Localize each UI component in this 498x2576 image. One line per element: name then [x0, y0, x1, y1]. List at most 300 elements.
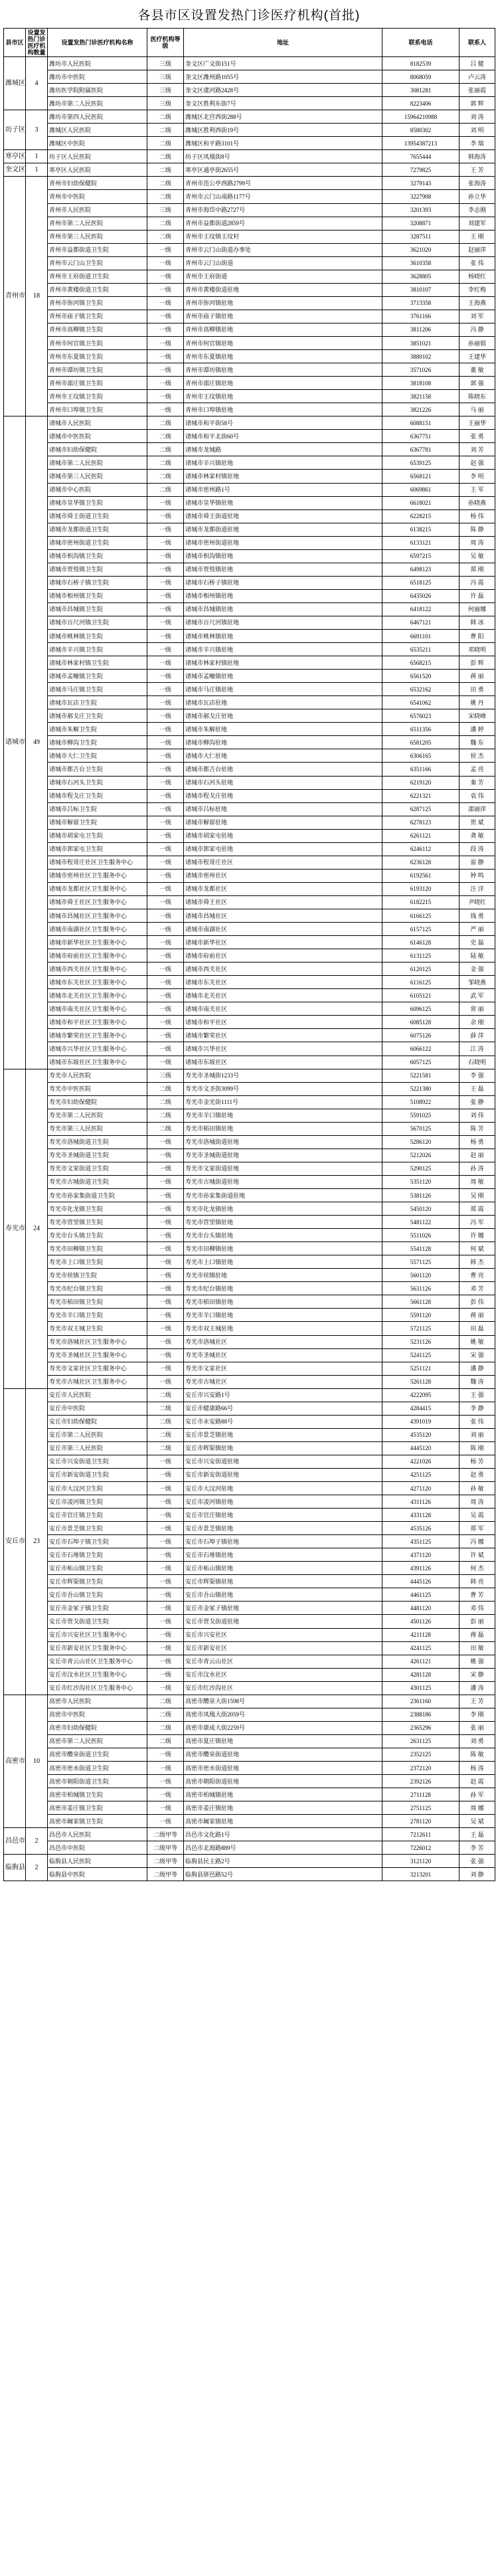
- phone-cell: 6287125: [382, 802, 459, 816]
- level-cell: 一级: [147, 1282, 184, 1295]
- phone-cell: 6691101: [382, 630, 459, 643]
- table-row: [4, 310, 495, 323]
- level-cell: 一级: [147, 283, 184, 296]
- address-cell: 安丘市新安社区: [184, 1641, 382, 1655]
- table-row: [4, 1322, 495, 1335]
- contact-cell: 姚 敏: [459, 1335, 495, 1348]
- address-cell: 诸城市昌城镇驻地: [184, 602, 382, 616]
- contact-cell: 刘 静: [459, 1868, 495, 1881]
- contact-cell: 李 明: [459, 470, 495, 483]
- level-cell: 一级: [147, 1522, 184, 1535]
- table-row: [4, 963, 495, 976]
- level-cell: 一级: [147, 683, 184, 696]
- table-row: [4, 1535, 495, 1548]
- contact-cell: 刘 军: [459, 310, 495, 323]
- address-cell: 诸城市林家村镇驻地: [184, 656, 382, 670]
- address-cell: 诸城市胡家屯驻地: [184, 829, 382, 842]
- phone-cell: 6228215: [382, 509, 459, 523]
- hospital-name-cell: 安丘市金冢子镇卫生院: [48, 1602, 147, 1615]
- table-row: [4, 1016, 495, 1029]
- phone-cell: 6075126: [382, 1029, 459, 1042]
- phone-cell: 3811206: [382, 323, 459, 336]
- address-cell: 安丘市景芝镇驻地: [184, 1522, 382, 1535]
- hospital-name-cell: 青州市高柳镇卫生院: [48, 323, 147, 336]
- level-cell: 一级: [147, 949, 184, 963]
- phone-cell: 3821226: [382, 403, 459, 416]
- address-cell: 安丘市石堆镇驻地: [184, 1548, 382, 1562]
- hospital-name-cell: 诸城市枳沟镇卫生院: [48, 549, 147, 563]
- contact-cell: 李红梅: [459, 283, 495, 296]
- level-cell: 二级甲等: [147, 1855, 184, 1868]
- address-cell: 寒亭区通亭街2655号: [184, 163, 382, 177]
- address-cell: 寿光市圣城街道驻地: [184, 1149, 382, 1162]
- contact-cell: 石晓明: [459, 1056, 495, 1069]
- address-cell: 诸城市柳沟驻地: [184, 736, 382, 749]
- level-cell: 一级: [147, 749, 184, 763]
- level-cell: 二级: [147, 430, 184, 443]
- hospital-name-cell: 诸城市郝戈庄卫生院: [48, 709, 147, 723]
- header-count: 设置发热门诊医疗机构数量: [26, 29, 48, 57]
- contact-cell: 邵丽萍: [459, 802, 495, 816]
- level-cell: 二级: [147, 483, 184, 496]
- hospital-name-cell: 寿光市圣城街道卫生院: [48, 1149, 147, 1162]
- phone-cell: 2361160: [382, 1695, 459, 1708]
- count-cell: 2: [26, 1828, 48, 1855]
- level-cell: 二级: [147, 416, 184, 430]
- phone-cell: 6085128: [382, 1016, 459, 1029]
- contact-cell: 宋 静: [459, 1668, 495, 1681]
- phone-cell: 4461125: [382, 1588, 459, 1602]
- table-row: [4, 1801, 495, 1815]
- table-row: [4, 509, 495, 523]
- level-cell: 一级: [147, 350, 184, 363]
- address-cell: 诸城市石桥子镇驻地: [184, 576, 382, 589]
- contact-cell: 周 涛: [459, 1495, 495, 1509]
- hospital-name-cell: 诸城市西关社区卫生服务中心: [48, 963, 147, 976]
- address-cell: 寿光市古城街道驻地: [184, 1175, 382, 1188]
- address-cell: 安丘市贾戈街道驻地: [184, 1615, 382, 1628]
- table-row: [4, 1748, 495, 1761]
- table-row: [4, 1855, 495, 1868]
- page-title: 各县市区设置发热门诊医疗机构(首批): [137, 8, 361, 23]
- contact-cell: 彭 丽: [459, 1615, 495, 1628]
- address-cell: 诸城市程戈庄驻地: [184, 789, 382, 802]
- address-cell: 寿光市文圣街3099号: [184, 1082, 382, 1095]
- hospital-name-cell: 安丘市石堆镇卫生院: [48, 1548, 147, 1562]
- county-cell: 安丘市: [4, 1388, 26, 1695]
- contact-cell: 韩海涛: [459, 150, 495, 163]
- level-cell: 一级: [147, 1029, 184, 1042]
- hospital-name-cell: 安丘市妇幼保健院: [48, 1415, 147, 1428]
- level-cell: 一级: [147, 963, 184, 976]
- level-cell: 二级: [147, 1441, 184, 1455]
- address-cell: 诸城市繁荣社区: [184, 1029, 382, 1042]
- hospital-name-cell: 寿光市古城社区卫生服务中心: [48, 1375, 147, 1388]
- phone-cell: 4351125: [382, 1535, 459, 1548]
- hospital-name-cell: 昌邑市中医院: [48, 1841, 147, 1855]
- phone-cell: 3121120: [382, 1855, 459, 1868]
- table-row: [4, 1056, 495, 1069]
- level-cell: 一级: [147, 816, 184, 829]
- address-cell: 诸城市东坡社区: [184, 1056, 382, 1069]
- contact-cell: 赵 丽: [459, 1149, 495, 1162]
- level-cell: 二级: [147, 1695, 184, 1708]
- hospital-name-cell: 安丘市辉渠镇卫生院: [48, 1575, 147, 1588]
- address-cell: 安丘市柘山镇驻地: [184, 1562, 382, 1575]
- contact-cell: 王建华: [459, 350, 495, 363]
- county-cell: 青州市: [4, 177, 26, 416]
- hospital-name-cell: 安丘市第二人民医院: [48, 1428, 147, 1441]
- table-row: [4, 217, 495, 230]
- level-cell: 二级甲等: [147, 1868, 184, 1881]
- phone-cell: 6088151: [382, 416, 459, 430]
- contact-cell: 张丽霞: [459, 84, 495, 97]
- count-cell: 10: [26, 1695, 48, 1827]
- table-row: [4, 256, 495, 270]
- hospital-name-cell: 诸城市解留卫生院: [48, 816, 147, 829]
- address-cell: 安丘市永安路88号: [184, 1415, 382, 1428]
- table-row: [4, 1695, 495, 1708]
- table-row: [4, 1775, 495, 1788]
- level-cell: 一级: [147, 1681, 184, 1695]
- contact-cell: 何丽娜: [459, 602, 495, 616]
- level-cell: 一级: [147, 310, 184, 323]
- hospital-name-cell: 高密市中医院: [48, 1708, 147, 1721]
- table-row: [4, 336, 495, 349]
- level-cell: 一级: [147, 1641, 184, 1655]
- hospital-name-cell: 诸城市密州街道卫生院: [48, 536, 147, 549]
- count-cell: 1: [26, 150, 48, 163]
- phone-cell: 7212611: [382, 1828, 459, 1841]
- hospital-name-cell: 安丘市人民医院: [48, 1388, 147, 1402]
- level-cell: 一级: [147, 1748, 184, 1761]
- contact-cell: 郑 霞: [459, 1202, 495, 1216]
- address-cell: 青州市黄楼街道驻地: [184, 283, 382, 296]
- phone-cell: 6535211: [382, 643, 459, 656]
- hospital-name-cell: 高密市密水街道卫生院: [48, 1762, 147, 1775]
- level-cell: 二级甲等: [147, 1828, 184, 1841]
- address-cell: 诸城市百尺河镇驻地: [184, 616, 382, 629]
- level-cell: 一级: [147, 1509, 184, 1522]
- hospital-name-cell: 寿光市古城街道卫生院: [48, 1175, 147, 1188]
- hospital-name-cell: 潍坊市人民医院: [48, 57, 147, 70]
- table-row: [4, 656, 495, 670]
- address-cell: 寿光市台头镇驻地: [184, 1229, 382, 1242]
- phone-cell: 3821158: [382, 390, 459, 403]
- level-cell: 一级: [147, 1375, 184, 1388]
- table-row: [4, 616, 495, 629]
- contact-cell: 王 强: [459, 1388, 495, 1402]
- phone-cell: 8580302: [382, 124, 459, 137]
- address-cell: 安丘市兴安路1号: [184, 1388, 382, 1402]
- contact-cell: 曹 阳: [459, 630, 495, 643]
- hospital-name-cell: 潍城区人民医院: [48, 124, 147, 137]
- phone-cell: 3818108: [382, 377, 459, 390]
- hospital-name-cell: 安丘市石埠子镇卫生院: [48, 1535, 147, 1548]
- contact-cell: 田 敏: [459, 1641, 495, 1655]
- phone-cell: 6367751: [382, 430, 459, 443]
- level-cell: 二级甲等: [147, 1841, 184, 1855]
- contact-cell: 潘 静: [459, 1362, 495, 1375]
- level-cell: 一级: [147, 616, 184, 629]
- table-row: [4, 1828, 495, 1841]
- contact-cell: 余 刚: [459, 1016, 495, 1029]
- table-row: [4, 989, 495, 1002]
- hospital-name-cell: 寿光市孙家集街道卫生院: [48, 1188, 147, 1202]
- phone-cell: 2631125: [382, 1734, 459, 1748]
- contact-cell: 郭 辉: [459, 97, 495, 110]
- level-cell: 一级: [147, 1762, 184, 1775]
- phone-cell: 4331128: [382, 1509, 459, 1522]
- hospital-name-cell: 寿光市田柳镇卫生院: [48, 1242, 147, 1255]
- table-row: [4, 1548, 495, 1562]
- level-cell: 一级: [147, 1002, 184, 1016]
- hospital-name-cell: 诸城市中心医院: [48, 483, 147, 496]
- hospital-name-cell: 寿光市文家社区卫生服务中心: [48, 1362, 147, 1375]
- level-cell: 一级: [147, 1801, 184, 1815]
- address-cell: 安丘市大汶河驻地: [184, 1482, 382, 1495]
- contact-cell: 刘 勇: [459, 1734, 495, 1748]
- table-row: [4, 1509, 495, 1522]
- address-cell: 奎文区虞河路2428号: [184, 84, 382, 97]
- table-row: [4, 1522, 495, 1535]
- table-row: [4, 1788, 495, 1801]
- contact-cell: 汪 洋: [459, 882, 495, 895]
- contact-cell: 赵 霞: [459, 1775, 495, 1788]
- phone-cell: 6581205: [382, 736, 459, 749]
- phone-cell: 2388186: [382, 1708, 459, 1721]
- level-cell: 一级: [147, 1322, 184, 1335]
- contact-cell: 何 斌: [459, 1242, 495, 1255]
- count-cell: 24: [26, 1069, 48, 1388]
- level-cell: 一级: [147, 776, 184, 789]
- hospital-name-cell: 诸城市东坡社区卫生服务中心: [48, 1056, 147, 1069]
- phone-cell: 5721125: [382, 1322, 459, 1335]
- contact-cell: 董 敏: [459, 363, 495, 377]
- level-cell: 一级: [147, 1615, 184, 1628]
- phone-cell: 4261121: [382, 1655, 459, 1668]
- address-cell: 昌邑市文化路1号: [184, 1828, 382, 1841]
- contact-cell: 张 丽: [459, 1721, 495, 1734]
- contact-cell: 尹晓红: [459, 895, 495, 909]
- hospital-name-cell: 诸城市桃林镇卫生院: [48, 630, 147, 643]
- address-cell: 诸城市都吉台驻地: [184, 763, 382, 776]
- phone-cell: 5670125: [382, 1122, 459, 1135]
- contact-cell: 江 涛: [459, 1042, 495, 1056]
- address-cell: 青州市海岱中路2727号: [184, 203, 382, 217]
- hospital-name-cell: 高密市醴泉街道卫生院: [48, 1748, 147, 1761]
- phone-cell: 5661128: [382, 1295, 459, 1309]
- level-cell: 一级: [147, 323, 184, 336]
- address-cell: 青州市庙子镇驻地: [184, 310, 382, 323]
- level-cell: 一级: [147, 1655, 184, 1668]
- address-cell: 安丘市辉渠镇驻地: [184, 1441, 382, 1455]
- address-cell: 高密市柏城镇驻地: [184, 1788, 382, 1801]
- phone-cell: 2392126: [382, 1775, 459, 1788]
- address-cell: 安丘市青云山社区: [184, 1655, 382, 1668]
- level-cell: 一级: [147, 1016, 184, 1029]
- level-cell: 一级: [147, 336, 184, 349]
- phone-cell: 6166125: [382, 909, 459, 923]
- hospital-name-cell: 寿光市中医医院: [48, 1082, 147, 1095]
- level-cell: 一级: [147, 670, 184, 683]
- table-row: [4, 949, 495, 963]
- contact-cell: 杨晓红: [459, 270, 495, 283]
- level-cell: 三级: [147, 84, 184, 97]
- hospital-name-cell: 青州市益都街道卫生院: [48, 243, 147, 256]
- address-cell: 安丘市红沙沟社区: [184, 1681, 382, 1695]
- hospital-name-cell: 青州市邵庄镇卫生院: [48, 377, 147, 390]
- phone-cell: 6561520: [382, 670, 459, 683]
- table-row: [4, 1029, 495, 1042]
- hospital-name-cell: 诸城市南关社区卫生服务中心: [48, 1002, 147, 1016]
- hospital-name-cell: 青州市谭坊镇卫生院: [48, 363, 147, 377]
- address-cell: 诸城市马庄镇驻地: [184, 683, 382, 696]
- address-cell: 寿光市圣城社区: [184, 1348, 382, 1362]
- address-cell: 安丘市健康路66号: [184, 1402, 382, 1415]
- hospital-name-cell: 诸城市龙都社区卫生服务中心: [48, 882, 147, 895]
- contact-cell: 钟 鸣: [459, 869, 495, 882]
- table-row: [4, 363, 495, 377]
- hospital-name-cell: 青州市黄楼街道卫生院: [48, 283, 147, 296]
- contact-cell: 赵丽萍: [459, 243, 495, 256]
- address-cell: 诸城市东关社区: [184, 976, 382, 989]
- table-row: [4, 1149, 495, 1162]
- phone-cell: 2352125: [382, 1748, 459, 1761]
- hospital-name-cell: 安丘市第三人民医院: [48, 1441, 147, 1455]
- level-cell: 一级: [147, 1149, 184, 1162]
- level-cell: 二级: [147, 1082, 184, 1095]
- table-row: [4, 563, 495, 576]
- level-cell: 二级: [147, 177, 184, 190]
- address-cell: 诸城市郝戈庄驻地: [184, 709, 382, 723]
- hospital-name-cell: 安丘市汶水社区卫生服务中心: [48, 1668, 147, 1681]
- hospital-name-cell: 诸城市瓦店卫生院: [48, 696, 147, 709]
- table-row: [4, 776, 495, 789]
- phone-cell: 5450120: [382, 1202, 459, 1216]
- table-row: [4, 736, 495, 749]
- phone-cell: 6120125: [382, 963, 459, 976]
- contact-cell: 吴 霞: [459, 1509, 495, 1522]
- address-cell: 诸城市舜王街道驻地: [184, 509, 382, 523]
- hospital-name-cell: 寿光市圣城社区卫生服务中心: [48, 1348, 147, 1362]
- address-cell: 诸城市密州社区: [184, 869, 382, 882]
- table-row: [4, 1868, 495, 1881]
- level-cell: 一级: [147, 509, 184, 523]
- contact-cell: 赵 强: [459, 456, 495, 470]
- phone-cell: 6597215: [382, 549, 459, 563]
- phone-cell: 6138215: [382, 523, 459, 536]
- level-cell: 一级: [147, 1255, 184, 1269]
- header-phone: 联系电话: [382, 29, 459, 57]
- phone-cell: 6246112: [382, 842, 459, 856]
- level-cell: 一级: [147, 270, 184, 283]
- hospital-name-cell: 诸城市吕标卫生院: [48, 802, 147, 816]
- level-cell: 一级: [147, 1602, 184, 1615]
- table-row: [4, 1348, 495, 1362]
- address-cell: 寿光市洛城社区: [184, 1335, 382, 1348]
- phone-cell: 6236128: [382, 856, 459, 869]
- address-cell: 安丘市景芝镇驻地: [184, 1428, 382, 1441]
- table-row: [4, 163, 495, 177]
- hospital-name-cell: 寿光市洛城社区卫生服务中心: [48, 1335, 147, 1348]
- contact-cell: 陈 芳: [459, 1122, 495, 1135]
- level-cell: 一级: [147, 1535, 184, 1548]
- table-row: [4, 536, 495, 549]
- address-cell: 青州市弥河镇驻地: [184, 296, 382, 310]
- contact-cell: 常 丽: [459, 1002, 495, 1016]
- level-cell: 一级: [147, 802, 184, 816]
- phone-cell: 3880102: [382, 350, 459, 363]
- phone-cell: 3279143: [382, 177, 459, 190]
- clinic-table: [3, 28, 495, 1881]
- table-row: [4, 1628, 495, 1641]
- address-cell: 临朐县骈邑路52号: [184, 1868, 382, 1881]
- table-row: [4, 683, 495, 696]
- count-cell: 18: [26, 177, 48, 416]
- address-cell: 诸城市桃林镇驻地: [184, 630, 382, 643]
- address-cell: 诸城市密州街道驻地: [184, 536, 382, 549]
- table-row: [4, 1575, 495, 1588]
- header-contact: 联系人: [459, 29, 495, 57]
- table-row: [4, 709, 495, 723]
- table-row: [4, 150, 495, 163]
- level-cell: 二级: [147, 456, 184, 470]
- table-row: [4, 70, 495, 84]
- table-row: [4, 1815, 495, 1828]
- hospital-name-cell: 诸城市昌城社区卫生服务中心: [48, 909, 147, 923]
- phone-cell: 6435026: [382, 589, 459, 602]
- contact-cell: 曹 芳: [459, 1588, 495, 1602]
- contact-cell: 刘 丽: [459, 1428, 495, 1441]
- table-row: [4, 723, 495, 736]
- phone-cell: 6131125: [382, 949, 459, 963]
- level-cell: 一级: [147, 1175, 184, 1188]
- phone-cell: 4311126: [382, 1495, 459, 1509]
- phone-cell: 3208871: [382, 217, 459, 230]
- contact-cell: 张 勇: [459, 430, 495, 443]
- address-cell: 寿光市孙家集街道驻地: [184, 1188, 382, 1202]
- hospital-name-cell: 青州市庙子镇卫生院: [48, 310, 147, 323]
- level-cell: 二级: [147, 217, 184, 230]
- level-cell: 三级: [147, 97, 184, 110]
- hospital-name-cell: 寿光市人民医院: [48, 1069, 147, 1082]
- table-row: [4, 1188, 495, 1202]
- table-row: [4, 1602, 495, 1615]
- contact-cell: 邓 芳: [459, 1282, 495, 1295]
- hospital-name-cell: 寿光市双王城卫生院: [48, 1322, 147, 1335]
- hospital-name-cell: 寿光市稻田镇卫生院: [48, 1295, 147, 1309]
- contact-cell: 王 磊: [459, 1082, 495, 1095]
- contact-cell: 武 军: [459, 989, 495, 1002]
- address-cell: 诸城市郭家屯驻地: [184, 842, 382, 856]
- phone-cell: 5221581: [382, 1069, 459, 1082]
- hospital-name-cell: 青州市第三人民医院: [48, 230, 147, 243]
- contact-cell: 刘 涛: [459, 110, 495, 124]
- table-row: [4, 296, 495, 310]
- level-cell: 一级: [147, 643, 184, 656]
- hospital-name-cell: 青州市口埠镇卫生院: [48, 403, 147, 416]
- contact-cell: 段 涛: [459, 842, 495, 856]
- table-row: [4, 270, 495, 283]
- contact-cell: 刘 伟: [459, 1109, 495, 1122]
- level-cell: 一级: [147, 763, 184, 776]
- level-cell: 一级: [147, 523, 184, 536]
- address-cell: 奎文区胜利东街7号: [184, 97, 382, 110]
- hospital-name-cell: 青州市妇幼保健院: [48, 177, 147, 190]
- address-cell: 青州市益都街道2859号: [184, 217, 382, 230]
- county-cell: 奎文区: [4, 163, 26, 177]
